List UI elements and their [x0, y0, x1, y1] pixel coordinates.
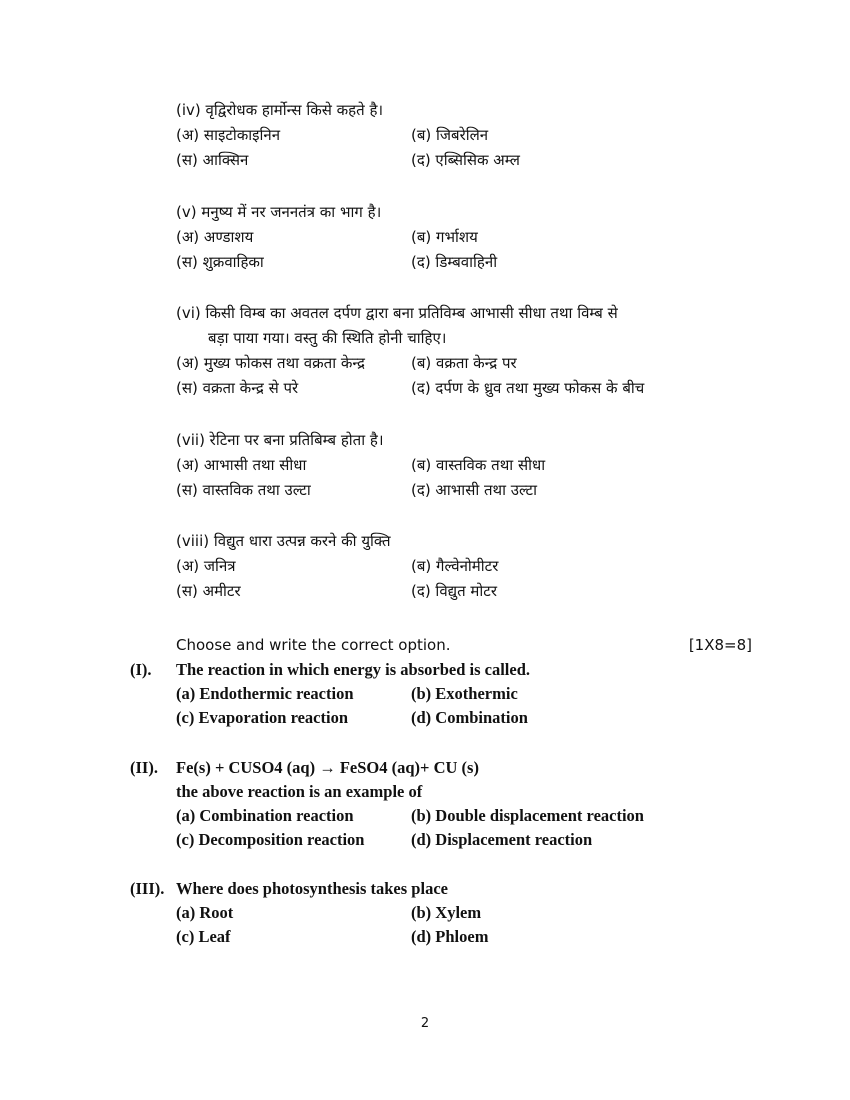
option-a: (अ) जनित्र [176, 557, 236, 575]
option-row [176, 453, 736, 478]
option-d: (d) Displacement reaction [411, 830, 593, 849]
option-row [176, 376, 736, 401]
option-a: (अ) अण्डाशय [176, 228, 254, 246]
option-row [176, 123, 736, 148]
question-I [130, 658, 730, 730]
option-row [176, 250, 736, 275]
option-b: (b) Exothermic [411, 684, 518, 703]
option-b: (ब) जिबरेलिन [411, 126, 489, 144]
option-a: (अ) साइटोकाइनिन [176, 126, 281, 144]
option-d: (द) दर्पण के ध्रुव तथा मुख्य फोकस के बीच [411, 379, 645, 397]
option-d: (d) Phloem [411, 927, 489, 946]
question-number: (II). [130, 758, 158, 777]
question-stem: The reaction in which energy is absorbed is called. [176, 660, 530, 679]
option-row [176, 804, 730, 828]
option-b: (ब) वक्रता केन्द्र पर [411, 354, 517, 372]
option-c: (स) वक्रता केन्द्र से परे [176, 379, 299, 397]
option-c: (स) अमीटर [176, 582, 241, 600]
question-stem: (v) मनुष्य में नर जननतंत्र का भाग है। [176, 203, 382, 221]
question-v [176, 200, 736, 275]
option-row [176, 554, 736, 579]
option-c: (स) आक्सिन [176, 151, 249, 169]
question-number: (III). [130, 879, 165, 898]
question-stem: (viii) विद्युत धारा उत्पन्न करने की युक्ति [176, 532, 391, 550]
option-row [176, 351, 736, 376]
option-b: (b) Double displacement reaction [411, 806, 644, 825]
option-c: (c) Leaf [176, 927, 231, 946]
question-stem: the above reaction is an example of [176, 782, 423, 801]
question-vii [176, 428, 736, 503]
question-stem: Where does photosynthesis takes place [176, 879, 448, 898]
question-stem: (vi) किसी विम्ब का अवतल दर्पण द्वारा बना प्रतिविम्ब आभासी सीधा तथा विम्ब से [176, 304, 618, 322]
chemical-equation: Fe(s) + CUSO4 (aq) → FeSO4 (aq)+ CU (s) [176, 758, 479, 777]
question-vi [176, 301, 736, 401]
option-c: (c) Evaporation reaction [176, 708, 349, 727]
option-row [176, 478, 736, 503]
page-number: 2 [420, 1016, 430, 1031]
option-b: (ब) गैल्वेनोमीटर [411, 557, 499, 575]
option-d: (द) विद्युत मोटर [411, 582, 497, 600]
question-stem: (vii) रेटिना पर बना प्रतिबिम्ब होता है। [176, 431, 384, 449]
option-a: (अ) मुख्य फोकस तथा वक्रता केन्द्र [176, 354, 365, 372]
option-d: (द) डिम्बवाहिनी [411, 253, 498, 271]
option-row [176, 706, 730, 730]
option-c: (स) वास्तविक तथा उल्टा [176, 481, 311, 499]
option-a: (अ) आभासी तथा सीधा [176, 456, 307, 474]
question-stem-continuation: बड़ा पाया गया। वस्तु की स्थिति होनी चाहिए। [208, 329, 447, 347]
option-row [176, 925, 730, 949]
instruction-text: Choose and write the correct option. [176, 636, 451, 654]
option-row [176, 225, 736, 250]
option-a: (a) Root [176, 903, 234, 922]
question-stem: (iv) वृद्विरोधक हार्मोन्स किसे कहते है। [176, 101, 384, 119]
option-row [176, 682, 730, 706]
option-d: (द) आभासी तथा उल्टा [411, 481, 537, 499]
question-iv [176, 98, 736, 173]
option-b: (b) Xylem [411, 903, 482, 922]
option-a: (a) Combination reaction [176, 806, 354, 825]
option-d: (द) एब्सिसिक अम्ल [411, 151, 520, 169]
question-II [130, 756, 730, 852]
option-d: (d) Combination [411, 708, 528, 727]
question-viii [176, 529, 736, 604]
option-row [176, 901, 730, 925]
option-a: (a) Endothermic reaction [176, 684, 354, 703]
option-row [176, 579, 736, 604]
option-c: (c) Decomposition reaction [176, 830, 365, 849]
option-b: (ब) गर्भाशय [411, 228, 478, 246]
marks-label: [1X8=8] [688, 636, 752, 654]
question-III [130, 877, 730, 949]
question-number: (I). [130, 660, 152, 679]
option-row [176, 148, 736, 173]
section-instruction [176, 633, 752, 657]
option-row [176, 828, 730, 852]
option-b: (ब) वास्तविक तथा सीधा [411, 456, 546, 474]
option-c: (स) शुक्रवाहिका [176, 253, 264, 271]
